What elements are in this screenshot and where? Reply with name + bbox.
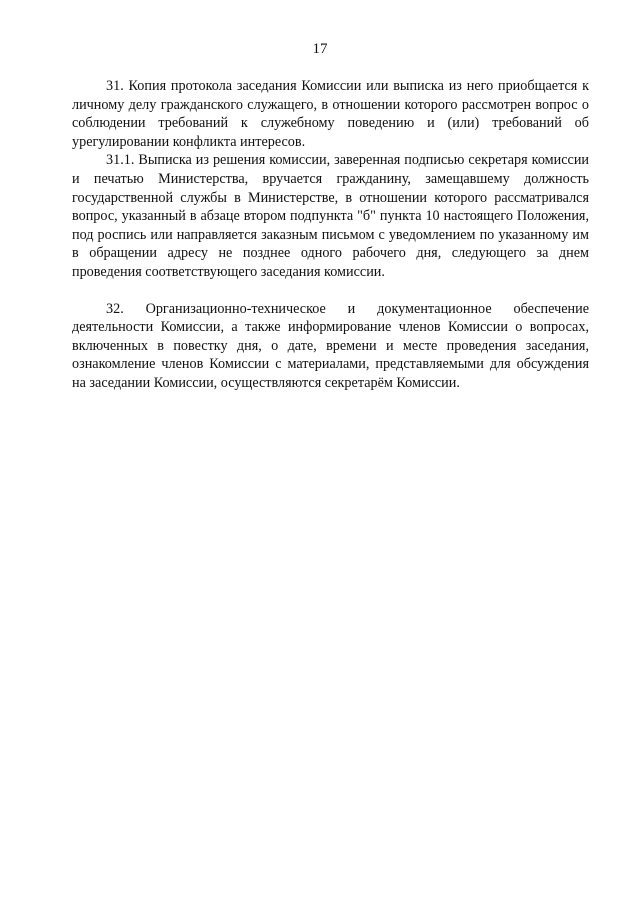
paragraph-31: 31. Копия протокола заседания Комиссии или выписка из него приобщается к личному делу гражданского служащего, в отношении которого рассмотрен вопрос о соблюдении требований к служебному поведению и (или) требований об урегулировании конфликта интересов.: [72, 78, 589, 150]
page-number: 17: [312, 41, 328, 57]
paragraph-32: 32. Организационно-техническое и документационное обеспечение деятельности Комиссии, а также информирование членов Комиссии о вопросах, включенных в повестку дня, о дате, времени и месте проведения заседания, ознакомление членов Комиссии с материалами, представляемыми для обсуждения на заседании Комиссии, осуществляются секретарём Комиссии.: [72, 300, 589, 391]
document-body: [72, 77, 589, 393]
paragraph-31-1: 31.1. Выписка из решения комиссии, заверенная подписью секретаря комиссии и печатью Министерства, вручается гражданину, замещавшему должность государственной службы в Министерстве, в отношении которого рассматривался вопрос, указанный в абзаце втором подпункта "б" пункта 10 настоящего Положения, под роспись или направляется заказным письмом с уведомлением по указанному им в обращении адресу не позднее одного рабочего дня, следующего за днем проведения соответствующего заседания комиссии.: [72, 152, 589, 280]
